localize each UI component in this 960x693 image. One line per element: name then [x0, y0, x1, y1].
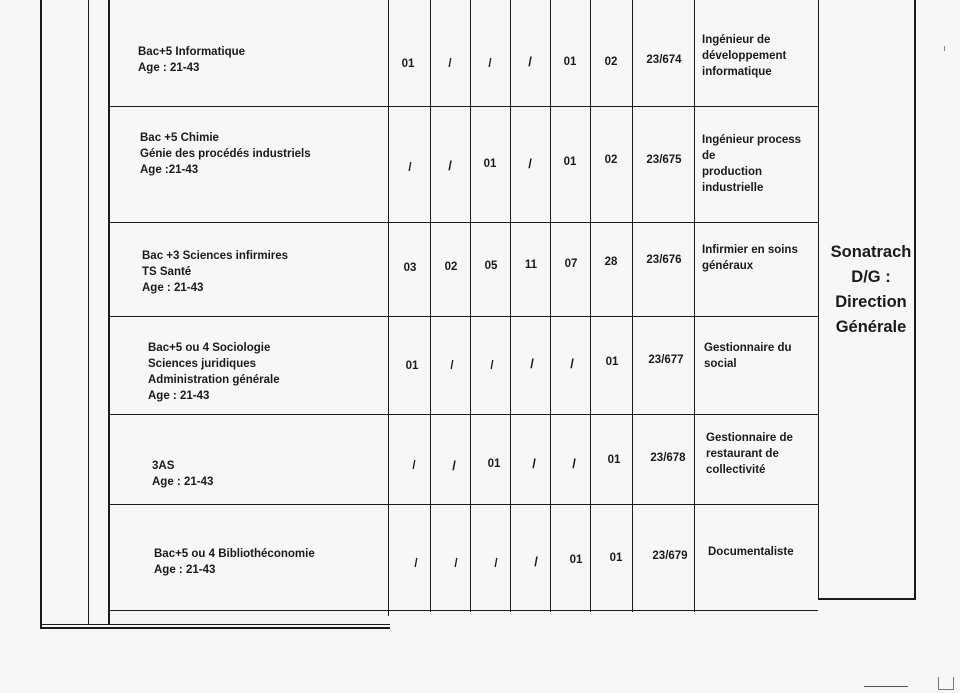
row-separator-3	[108, 316, 818, 317]
row-6-total: 01	[609, 552, 623, 564]
row-4-col-5: /	[570, 356, 574, 371]
row-5-col-4: /	[532, 456, 536, 471]
row-3-col-1: 03	[403, 262, 417, 274]
row-2-job-title: Ingénieur process de production industrielle	[702, 134, 802, 194]
row-1-qualification: Bac+5 Informatique Age : 21-43	[138, 46, 246, 74]
row-4-col-4: /	[530, 356, 534, 371]
col-divider-2	[470, 0, 471, 612]
inner-left-border	[88, 0, 89, 624]
organization-label: Sonatrach D/G : Direction Générale	[830, 243, 912, 336]
row-6-job-title: Documentaliste	[708, 546, 794, 558]
row-2-code: 23/675	[646, 154, 682, 166]
row-3-total: 28	[604, 256, 618, 268]
row-6-col-4: /	[534, 554, 538, 569]
col-divider-6	[632, 0, 633, 612]
row-3-col-5: 07	[564, 258, 578, 270]
row-3-col-4: 11	[524, 259, 538, 271]
right-block-bottom	[818, 598, 916, 600]
row-5-col-5: /	[572, 456, 576, 471]
row-6-qualification: Bac+5 ou 4 Bibliothéconomie Age : 21-43	[154, 548, 315, 576]
bottom-border-1	[40, 624, 390, 625]
row-6-col-1: /	[414, 558, 418, 570]
row-4-qualification: Bac+5 ou 4 Sociologie Sciences juridiques Administration générale Age : 21-43	[148, 342, 280, 402]
row-1-col-2: /	[448, 58, 452, 70]
qualification-left-border	[108, 0, 110, 624]
row-separator-6	[108, 610, 818, 611]
row-4-col-3: /	[490, 360, 494, 372]
footer-line	[864, 686, 908, 687]
row-3-col-3: 05	[484, 260, 498, 272]
row-4-job-title: Gestionnaire du social	[704, 342, 792, 370]
row-5-qualification: 3AS Age : 21-43	[152, 460, 214, 488]
row-1-code: 23/674	[646, 54, 682, 66]
row-4-col-2: /	[450, 360, 454, 372]
qualification-right-border	[388, 0, 389, 616]
row-6-col-5: 01	[569, 554, 583, 566]
col-divider-1	[430, 0, 431, 612]
row-1-col-5: 01	[563, 56, 577, 68]
row-5-job-title: Gestionnaire de restaurant de collectivité	[706, 432, 793, 476]
row-separator-1	[108, 106, 818, 107]
col-divider-5	[590, 0, 591, 612]
row-5-col-2: /	[452, 458, 456, 473]
row-3-job-title: Infirmier en soins généraux	[702, 244, 798, 272]
row-6-col-3: /	[494, 558, 498, 570]
row-3-code: 23/676	[646, 254, 682, 266]
row-3-col-2: 02	[444, 261, 458, 273]
col-divider-3	[510, 0, 511, 612]
bottom-border-2	[40, 627, 390, 629]
row-2-col-3: 01	[483, 158, 497, 170]
code-right-border	[694, 0, 695, 612]
row-5-code: 23/678	[650, 452, 686, 464]
row-separator-5	[108, 504, 818, 505]
col-divider-4	[550, 0, 551, 612]
row-1-col-3: /	[488, 58, 492, 70]
row-6-code: 23/679	[652, 550, 688, 562]
row-3-qualification: Bac +3 Sciences infirmires TS Santé Age : 21-43	[142, 250, 289, 294]
row-1-col-1: 01	[401, 58, 415, 70]
row-5-total: 01	[607, 454, 621, 466]
row-4-code: 23/677	[648, 354, 684, 366]
row-6-col-2: /	[454, 558, 458, 570]
row-1-job-title: Ingénieur de développement informatique	[702, 34, 787, 78]
row-5-col-3: 01	[487, 458, 501, 470]
row-5-col-1: /	[412, 460, 416, 472]
row-2-col-2: /	[448, 158, 452, 173]
row-2-total: 02	[604, 154, 618, 166]
row-separator-2	[108, 222, 818, 223]
row-1-col-4: /	[528, 54, 532, 69]
row-2-qualification: Bac +5 Chimie Génie des procédés industriels Age :21-43	[140, 132, 311, 176]
corner-mark	[938, 677, 954, 690]
scan-speck	[944, 46, 945, 51]
row-2-col-1: /	[408, 162, 412, 174]
outer-left-border	[40, 0, 42, 628]
row-2-col-5: 01	[563, 156, 577, 168]
row-4-col-1: 01	[405, 360, 419, 372]
row-4-total: 01	[605, 356, 619, 368]
row-1-total: 02	[604, 56, 618, 68]
row-2-col-4: /	[528, 156, 532, 171]
row-separator-4	[108, 414, 818, 415]
